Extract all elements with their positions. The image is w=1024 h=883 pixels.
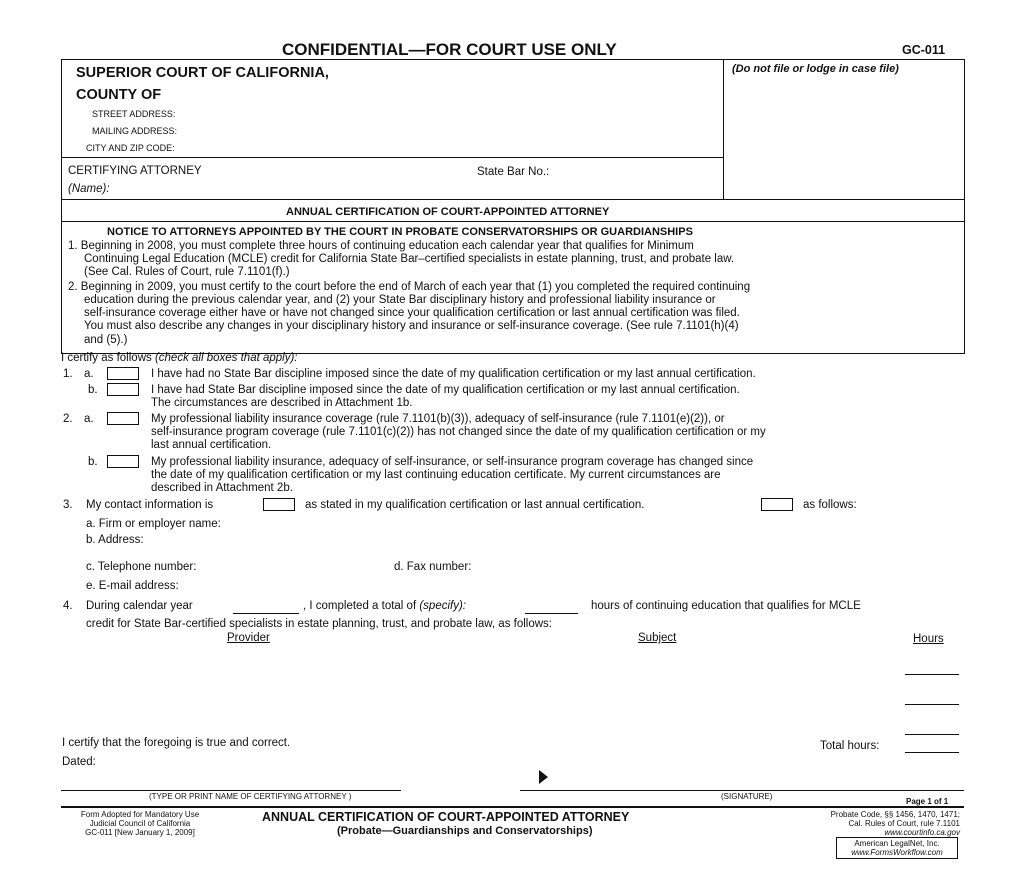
footer-title: ANNUAL CERTIFICATION OF COURT-APPOINTED ATTORNEY: [262, 810, 630, 824]
provider-column-header: Provider: [227, 632, 270, 644]
hours-column-header: Hours: [913, 633, 944, 645]
item1b-text-line1: I have had State Bar discipline imposed since the date of my qualification certification or my last annual certification.: [151, 384, 740, 396]
email-label: e. E-mail address:: [86, 580, 179, 592]
court-county: COUNTY OF: [76, 87, 162, 103]
court-name: SUPERIOR COURT OF CALIFORNIA,: [76, 65, 329, 81]
item1a-checkbox[interactable]: [107, 367, 139, 380]
hours-field-3[interactable]: [905, 734, 959, 735]
fax-label: d. Fax number:: [394, 561, 472, 573]
notice-item1-line3: (See Cal. Rules of Court, rule 7.1101(f).): [84, 266, 290, 278]
notice-item2-line1: 2. Beginning in 2009, you must certify to the court before the end of March of each year that (1) you completed the required continuing: [68, 281, 751, 293]
item3-follows-checkbox[interactable]: [761, 498, 793, 511]
name-line: [61, 790, 401, 791]
total-hours-label: Total hours:: [820, 740, 880, 752]
item2a-text-line2: self-insurance program coverage (rule 7.1101(c)(2)) has not changed since the date of my qualification certification or my: [151, 426, 766, 438]
item1a-letter: a.: [84, 368, 94, 380]
legalnet-badge: American LegalNet, Inc. www.FormsWorkflow.com: [836, 837, 958, 859]
footer-right: Probate Code, §§ 1456, 1470, 1471; Cal. Rules of Court, rule 7.1101 www.courtinfo.ca.gov: [830, 810, 960, 837]
item4-total: , I completed a total of (specify):: [303, 600, 466, 612]
firm-name-label: a. Firm or employer name:: [86, 518, 221, 530]
notice-heading: NOTICE TO ATTORNEYS APPOINTED BY THE COURT IN PROBATE CONSERVATORSHIPS OR GUARDIANSHIPS: [107, 226, 693, 238]
item2a-letter: a.: [84, 413, 94, 425]
footer-subtitle: (Probate—Guardianships and Conservatorships): [337, 825, 593, 837]
type-name-caption: (TYPE OR PRINT NAME OF CERTIFYING ATTORNEY ): [149, 792, 352, 801]
attorney-name-label: (Name):: [68, 183, 110, 195]
page-number: Page 1 of 1: [906, 797, 949, 806]
item3-text: My contact information is: [86, 499, 214, 511]
notice-item1-line1: 1. Beginning in 2008, you must complete three hours of continuing education each calendar year that qualifies for Minimum: [68, 240, 694, 252]
item2b-text-line2: the date of my qualification certification or my last continuing education certificate. My current circumstances are: [151, 469, 721, 481]
item2a-text-line1: My professional liability insurance coverage (rule 7.1101(b)(3)), adequacy of self-insurance (rule 7.1101(e)(2)), or: [151, 413, 725, 425]
signature-arrow-icon: [539, 770, 548, 784]
total-hours-field[interactable]: [905, 752, 959, 753]
confidential-header: CONFIDENTIAL—FOR COURT USE ONLY: [282, 40, 617, 59]
attorney-divider: [61, 199, 964, 200]
item3-number: 3.: [63, 499, 73, 511]
notice-item2-line4: You must also describe any changes in your disciplinary history and insurance or self-insurance coverage. (See rule 7.1101(h)(4): [84, 320, 739, 332]
item3-stated-checkbox[interactable]: [263, 498, 295, 511]
item1b-checkbox[interactable]: [107, 383, 139, 396]
title-divider: [61, 221, 964, 222]
item4-mcle-text: hours of continuing education that qualifies for MCLE: [591, 600, 861, 612]
dated-label: Dated:: [62, 756, 96, 768]
notice-item1-line2: Continuing Legal Education (MCLE) credit for California State Bar–certified specialists in estate planning, trust, and probate law.: [84, 253, 735, 265]
item1b-letter: b.: [88, 384, 98, 396]
item2a-checkbox[interactable]: [107, 412, 139, 425]
do-not-file-note: (Do not file or lodge in case file): [732, 63, 899, 75]
footer-rule: [61, 806, 964, 808]
signature-line[interactable]: [520, 790, 964, 791]
certify-intro: I certify as follows (check all boxes that apply):: [61, 352, 298, 364]
form-title: ANNUAL CERTIFICATION OF COURT-APPOINTED ATTORNEY: [286, 206, 610, 218]
telephone-label: c. Telephone number:: [86, 561, 197, 573]
item4-number: 4.: [63, 600, 73, 612]
item2a-text-line3: last annual certification.: [151, 439, 272, 451]
item3-follows-text: as follows:: [803, 499, 857, 511]
signature-caption: (SIGNATURE): [721, 792, 773, 801]
item1a-text: I have had no State Bar discipline imposed since the date of my qualification certification or my last annual certification.: [151, 368, 756, 380]
total-hours-specify-field[interactable]: [525, 613, 578, 614]
court-divider: [61, 157, 723, 158]
item2b-letter: b.: [88, 456, 98, 468]
address-label: b. Address:: [86, 534, 144, 546]
certifying-attorney-label: CERTIFYING ATTORNEY: [68, 165, 202, 177]
true-correct-statement: I certify that the foregoing is true and correct.: [62, 737, 291, 749]
city-zip-label: CITY AND ZIP CODE:: [86, 143, 175, 153]
item2b-checkbox[interactable]: [107, 455, 139, 468]
notice-item2-line3: self-insurance coverage either have or have not changed since your qualification certification or last annual certification was filed.: [84, 307, 740, 319]
hours-field-1[interactable]: [905, 674, 959, 675]
item4-calendar-year: During calendar year: [86, 600, 193, 612]
hours-field-2[interactable]: [905, 704, 959, 705]
item1-number: 1.: [63, 368, 73, 380]
form-number: GC-011: [902, 43, 946, 57]
item1b-text-line2: The circumstances are described in Attachment 1b.: [151, 397, 413, 409]
street-address-label: STREET ADDRESS:: [92, 109, 176, 119]
notice-item2-line2: education during the previous calendar year, and (2) your State Bar disciplinary history and professional liability insurance or: [84, 294, 716, 306]
footer-left: Form Adopted for Mandatory Use Judicial Council of California GC-011 [New January 1, 2009]: [80, 810, 200, 837]
caption-divider: [723, 59, 724, 199]
item2-number: 2.: [63, 413, 73, 425]
subject-column-header: Subject: [638, 632, 677, 644]
item2b-text-line1: My professional liability insurance, adequacy of self-insurance, or self-insurance program coverage has changed since: [151, 456, 754, 468]
item3-stated-text: as stated in my qualification certification or last annual certification.: [305, 499, 645, 511]
notice-item2-line5: and (5).): [84, 334, 128, 346]
item2b-text-line3: described in Attachment 2b.: [151, 482, 293, 494]
state-bar-label: State Bar No.:: [477, 166, 550, 178]
item4-line2: credit for State Bar-certified specialists in estate planning, trust, and probate law, as follows:: [86, 618, 552, 630]
mailing-address-label: MAILING ADDRESS:: [92, 126, 178, 136]
calendar-year-field[interactable]: [233, 613, 299, 614]
